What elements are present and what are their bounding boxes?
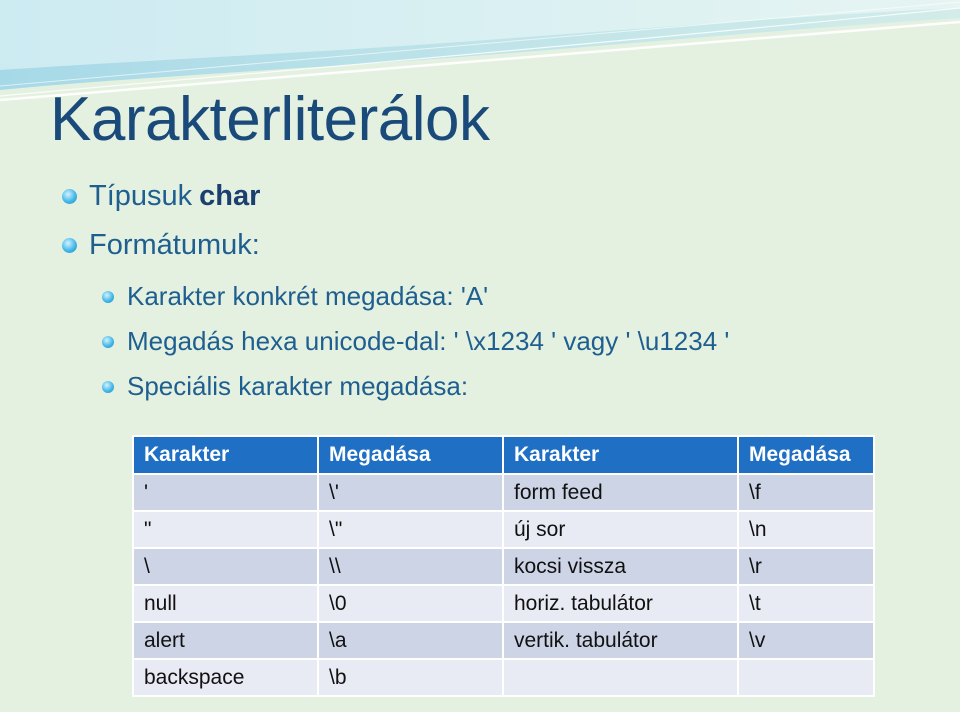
sub-bullet-hexa bbox=[102, 326, 729, 357]
header-cell: Megadása bbox=[738, 436, 874, 474]
table-cell: új sor bbox=[503, 511, 738, 548]
sub-bullet-label: Megadás hexa unicode-dal: ' \x1234 ' vagy ' \u1234 ' bbox=[127, 326, 730, 356]
table-cell: \\ bbox=[318, 548, 503, 585]
table-cell: \' bbox=[318, 474, 503, 511]
table-cell: \" bbox=[318, 511, 503, 548]
table-cell bbox=[738, 659, 874, 696]
table-cell: \ bbox=[133, 548, 318, 585]
table-cell: \r bbox=[738, 548, 874, 585]
bullet-type bbox=[62, 180, 260, 213]
header-cell: Megadása bbox=[318, 436, 503, 474]
table-row bbox=[133, 548, 874, 585]
table-cell: \t bbox=[738, 585, 874, 622]
table-row bbox=[133, 622, 874, 659]
bullet-dot-icon bbox=[62, 189, 77, 204]
table-cell: \b bbox=[318, 659, 503, 696]
header-cell: Karakter bbox=[503, 436, 738, 474]
table-cell: kocsi vissza bbox=[503, 548, 738, 585]
table-cell: backspace bbox=[133, 659, 318, 696]
table-header-row bbox=[133, 436, 874, 474]
bullet-formats bbox=[62, 229, 260, 262]
sub-bullet-label: Karakter konkrét megadása: 'A' bbox=[127, 281, 489, 311]
table-cell: \n bbox=[738, 511, 874, 548]
table-cell: null bbox=[133, 585, 318, 622]
table-cell: alert bbox=[133, 622, 318, 659]
table-row bbox=[133, 659, 874, 696]
table-cell: \a bbox=[318, 622, 503, 659]
bullet-dot-icon bbox=[62, 238, 77, 253]
bullet-type-label: Típusuk bbox=[89, 180, 193, 212]
table-cell: form feed bbox=[503, 474, 738, 511]
table-row bbox=[133, 585, 874, 622]
table-row bbox=[133, 511, 874, 548]
table-cell: " bbox=[133, 511, 318, 548]
header-cell: Karakter bbox=[133, 436, 318, 474]
table-cell: \f bbox=[738, 474, 874, 511]
slide-title: Karakterliterálok bbox=[50, 85, 490, 154]
table-cell: \v bbox=[738, 622, 874, 659]
sub-bullet-special bbox=[102, 371, 468, 402]
sub-bullet-label: Speciális karakter megadása: bbox=[127, 371, 469, 401]
bullet-dot-icon bbox=[102, 381, 114, 393]
escape-sequence-table bbox=[132, 435, 875, 697]
bullet-dot-icon bbox=[102, 291, 114, 303]
table-cell: horiz. tabulátor bbox=[503, 585, 738, 622]
bullet-type-value: char bbox=[199, 180, 261, 212]
bullet-formats-label: Formátumuk: bbox=[89, 229, 260, 261]
table-cell: vertik. tabulátor bbox=[503, 622, 738, 659]
table-cell: \0 bbox=[318, 585, 503, 622]
table-row bbox=[133, 474, 874, 511]
bullet-dot-icon bbox=[102, 336, 114, 348]
table-cell bbox=[503, 659, 738, 696]
sub-bullet-concrete bbox=[102, 281, 488, 312]
table-cell: ' bbox=[133, 474, 318, 511]
